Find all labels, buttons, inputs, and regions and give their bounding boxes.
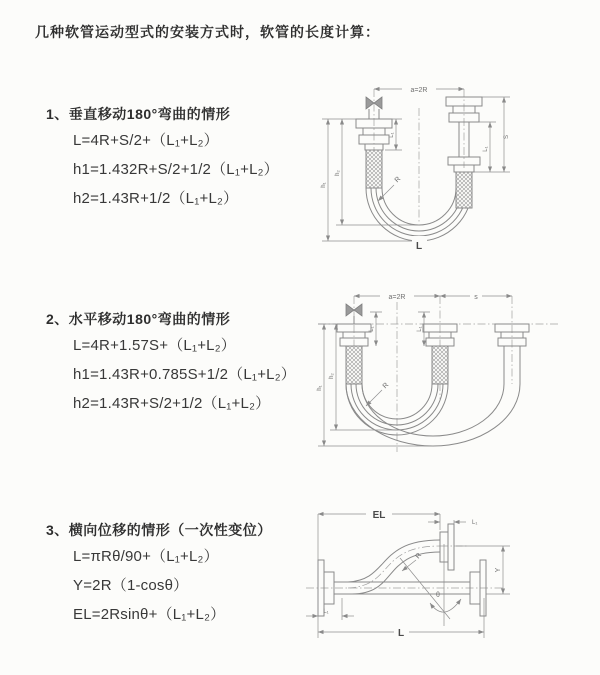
dim-a-label: a=2R [410, 87, 428, 94]
el-label-text: EL [372, 510, 386, 521]
dim-s-label: S [504, 134, 510, 140]
theta-label: θ [436, 592, 440, 599]
r-label-text: R [393, 175, 403, 185]
radius-label [366, 382, 390, 406]
section-3-formulas [73, 542, 225, 629]
formula: EL=2Rsinθ+（L₁+L₂） [73, 606, 226, 623]
dimension-a2r-s [354, 290, 512, 301]
dim-a-label: a=2R [388, 294, 406, 301]
dimension-s-right [474, 97, 510, 172]
formula: h2=1.43R+S/2+1/2（L₁+L₂） [73, 395, 271, 412]
centerline [374, 89, 464, 223]
diagram-lateral-displacement [298, 500, 588, 648]
dim-l1-label: L₁ [369, 326, 375, 332]
section-2-heading: 2、水平移动180°弯曲的情形 [46, 311, 231, 327]
dimension-h [317, 324, 336, 446]
dim-y-label: Y [495, 567, 502, 573]
dimension-l [318, 598, 484, 639]
formula: h1=1.43R+0.785S+1/2（L₁+L₂） [73, 366, 296, 383]
dim-h2-label: h₂ [329, 373, 335, 379]
dim-l1-label: L₁ [472, 520, 478, 526]
section-2-formulas [73, 331, 296, 418]
dim-l1-label: L₁ [417, 326, 423, 332]
extension-line [318, 430, 433, 446]
dimension-y [456, 546, 510, 594]
r-label-text: R [381, 381, 391, 391]
page-title: 几种软管运动型式的安装方式时，软管的长度计算： [35, 24, 380, 40]
dim-h1-label: h₁ [321, 182, 327, 188]
formula: h1=1.432R+S/2+1/2（L₁+L₂） [73, 161, 279, 178]
dimension-a2r [374, 83, 464, 94]
section-1-formulas [73, 126, 279, 213]
dimension-l1 [369, 312, 430, 346]
l-label-text: L [415, 241, 423, 252]
dim-h1-label: h₁ [317, 385, 323, 391]
formula: L=4R+S/2+（L₁+L₂） [73, 132, 219, 149]
l-label-text: L [397, 628, 405, 639]
formula: Y=2R（1-cosθ） [73, 577, 189, 594]
section-3-heading: 3、横向位移的情形（一次性变位） [46, 522, 272, 538]
dim-l1-label: L₁ [483, 146, 489, 152]
angle-theta [400, 544, 461, 626]
r-label-text: R [414, 551, 424, 561]
diagram-vertical-180-bend [312, 73, 567, 261]
formula: L=4R+1.57S+（L₁+L₂） [73, 337, 236, 354]
dim-h2-label: h₂ [335, 170, 341, 176]
formula: L=πRθ/90+（L₁+L₂） [73, 548, 219, 565]
dim-l1-label: L₁ [323, 609, 329, 615]
dimension-l1-left [306, 598, 354, 620]
length-label [412, 236, 427, 252]
dim-s-label: s [474, 294, 478, 301]
dimension-el [318, 508, 440, 638]
section-1-heading: 1、垂直移动180°弯曲的情形 [46, 106, 231, 122]
formula: h2=1.43R+1/2（L₁+L₂） [73, 190, 239, 207]
radius-label [402, 552, 423, 571]
flange-upper [440, 524, 454, 570]
dimension-h [321, 119, 356, 241]
dim-l1-label: L₁ [389, 132, 395, 138]
dimension-l1-top [428, 520, 477, 526]
diagram-horizontal-180-bend [310, 284, 570, 456]
